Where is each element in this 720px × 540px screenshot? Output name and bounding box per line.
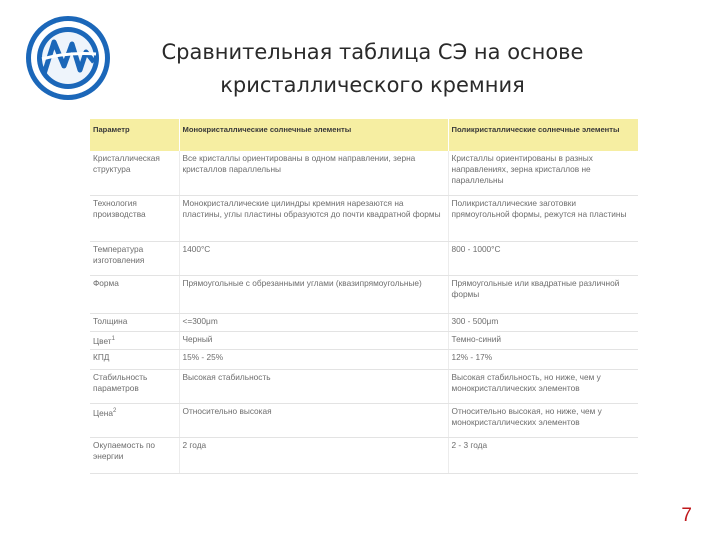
poly-cell: Поликристаллические заготовки прямоугольной формы, режутся на пластины (448, 195, 638, 241)
table-header-row (90, 119, 638, 151)
table-row (90, 437, 638, 473)
poly-cell: Высокая стабильность, но ниже, чем у монокристаллических элементов (448, 369, 638, 403)
poly-cell: Прямоугольные или квадратные различной формы (448, 275, 638, 313)
footnote-marker: 1 (111, 335, 115, 342)
mono-cell: <=300μm (179, 313, 448, 331)
table-row (90, 151, 638, 195)
parameter-cell: Окупаемость по энергии (90, 437, 179, 473)
mono-cell: Все кристаллы ориентированы в одном направлении, зерна кристаллов параллельны (179, 151, 448, 195)
slide-title (120, 36, 625, 102)
mono-cell: Монокристаллические цилиндры кремния нарезаются на пластины, углы пластины образуются до почти квадратной формы (179, 195, 448, 241)
mono-cell: Относительно высокая (179, 403, 448, 437)
parameter-cell: Стабильность параметров (90, 369, 179, 403)
mono-cell: Прямоугольные с обрезанными углами (квазипрямоугольные) (179, 275, 448, 313)
poly-cell: Темно-синий (448, 331, 638, 349)
table-row (90, 313, 638, 331)
table-row (90, 275, 638, 313)
university-logo-icon (24, 14, 112, 102)
table-row (90, 195, 638, 241)
header-poly: Поликристаллические солнечные элементы (448, 119, 638, 151)
parameter-cell: КПД (90, 349, 179, 369)
parameter-cell: Форма (90, 275, 179, 313)
table-row (90, 349, 638, 369)
header-mono: Монокристаллические солнечные элементы (179, 119, 448, 151)
table-row (90, 403, 638, 437)
poly-cell: 800 - 1000°C (448, 241, 638, 275)
poly-cell: Кристаллы ориентированы в разных направлениях, зерна кристаллов не параллельны (448, 151, 638, 195)
parameter-cell: Цвет$^1$ (90, 331, 179, 349)
poly-cell: 300 - 500μm (448, 313, 638, 331)
table-row (90, 369, 638, 403)
poly-cell: 12% - 17% (448, 349, 638, 369)
poly-cell: 2 - 3 года (448, 437, 638, 473)
table-row (90, 241, 638, 275)
parameter-cell: Технология производства (90, 195, 179, 241)
parameter-cell: Температура изготовления (90, 241, 179, 275)
parameter-cell: Кристаллическая структура (90, 151, 179, 195)
parameter-cell: Цена$^2$ (90, 403, 179, 437)
table-row (90, 331, 638, 349)
mono-cell: 15% - 25% (179, 349, 448, 369)
mono-cell: 2 года (179, 437, 448, 473)
mono-cell: 1400°C (179, 241, 448, 275)
title-line-1: Сравнительная таблица СЭ на основе (161, 40, 584, 64)
header-parameter: Параметр (90, 119, 179, 151)
page-number: 7 (681, 505, 692, 526)
parameter-cell: Толщина (90, 313, 179, 331)
title-line-2: кристаллического кремния (220, 73, 525, 97)
footnote-marker: 2 (112, 407, 117, 414)
mono-cell: Черный (179, 331, 448, 349)
mono-cell: Высокая стабильность (179, 369, 448, 403)
poly-cell: Относительно высокая, но ниже, чем у монокристаллических элементов (448, 403, 638, 437)
comparison-table (90, 119, 638, 474)
